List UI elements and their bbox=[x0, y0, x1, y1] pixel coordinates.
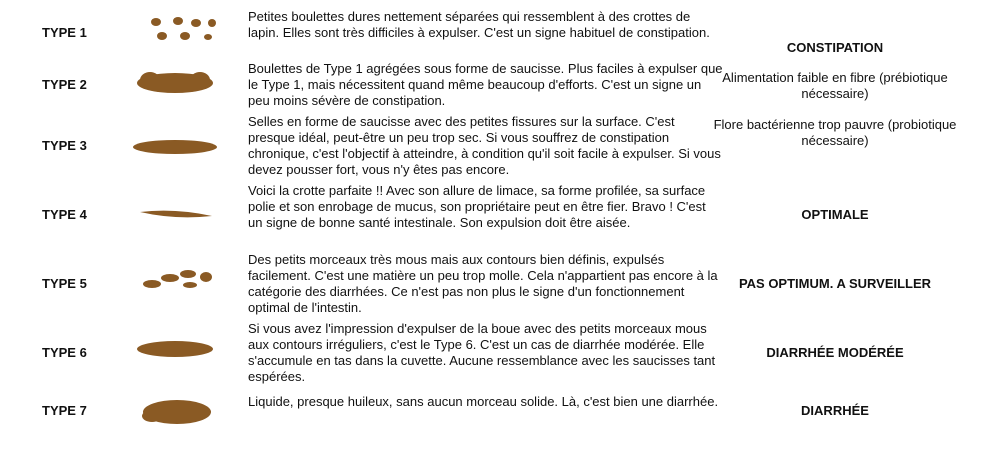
type-3-label: TYPE 3 bbox=[42, 138, 87, 153]
type-2-label: TYPE 2 bbox=[42, 77, 87, 92]
type-2-stool-image bbox=[130, 68, 220, 98]
category-optimale: OPTIMALE bbox=[801, 207, 869, 222]
type-1-description: Petites boulettes dures nettement séparées qui ressemblent à des crottes de lapin. Elles sont très difficiles à expulser. C'est un signe habituel de constipation. bbox=[248, 9, 710, 40]
type-5-label: TYPE 5 bbox=[42, 276, 87, 291]
type-6-label: TYPE 6 bbox=[42, 345, 87, 360]
type-4-stool-image bbox=[130, 200, 220, 230]
category-diarrhee-moderee: DIARRHÉE MODÉRÉE bbox=[766, 345, 904, 360]
type-6-description: Si vous avez l'impression d'expulser de la boue avec des petits morceaux mous aux contours irréguliers, c'est le Type 6. C'est un cas de diarrhée modérée. Elle s'accumule en tas dans la cuvette. Aucune ressemblance avec les saucisses tant espérées. bbox=[248, 321, 716, 384]
type-3-stool-image bbox=[130, 132, 220, 162]
category-surveiller: PAS OPTIMUM. A SURVEILLER bbox=[738, 276, 932, 291]
type-1-stool-image bbox=[130, 14, 220, 44]
type-2-description: Boulettes de Type 1 agrégées sous forme de saucisse. Plus faciles à expulser que le Type 1, mais nécessitent quand même beaucoup d'efforts. C'est un signe un peu moins sévère de constipation. bbox=[248, 61, 723, 108]
category-flore: Flore bactérienne trop pauvre (probiotique nécessaire) bbox=[713, 117, 957, 148]
type-7-description: Liquide, presque huileux, sans aucun morceau solide. Là, c'est bien une diarrhée. bbox=[248, 394, 719, 409]
type-7-label: TYPE 7 bbox=[42, 403, 87, 418]
type-1-label: TYPE 1 bbox=[42, 25, 87, 40]
type-4-label: TYPE 4 bbox=[42, 207, 87, 222]
type-7-stool-image bbox=[130, 394, 220, 428]
category-constipation: CONSTIPATION bbox=[786, 40, 884, 55]
type-5-description: Des petits morceaux très mous mais aux contours bien définis, expulsés facilement. C'est une matière un peu trop molle. Cela n'appartient pas encore à la catégorie des diarrhées. Ce n'est pas non plus le signe d'un fonctionnement optimal de l'intestin. bbox=[248, 252, 718, 315]
type-4-description: Voici la crotte parfaite !! Avec son allure de limace, sa forme profilée, sa surface polie et son enrobage de mucus, son propriétaire peut en être fier. Bravo ! C'est un signe de bonne santé intestinale. Son expulsion doit être aisée. bbox=[248, 183, 706, 230]
category-diarrhee: DIARRHÉE bbox=[801, 403, 869, 418]
category-fibre: Alimentation faible en fibre (prébiotique nécessaire) bbox=[722, 70, 948, 101]
type-3-description: Selles en forme de saucisse avec des petites fissures sur la surface. C'est presque idéal, peut-être un peu trop sec. Si vous souffrez de constipation chronique, c'est l'objectif à atteindre, à condition qu'il soit facile à expulser. Si vous devez pousser fort, vous n'y êtes pas encore. bbox=[248, 114, 721, 177]
type-5-stool-image bbox=[130, 263, 220, 293]
type-6-stool-image bbox=[130, 334, 220, 364]
